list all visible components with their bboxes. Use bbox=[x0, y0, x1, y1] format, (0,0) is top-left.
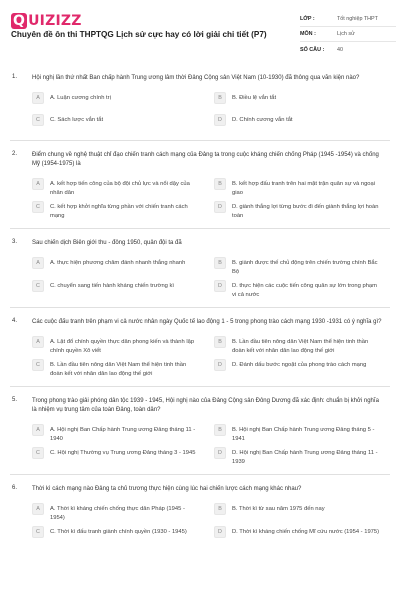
answer-options bbox=[32, 503, 390, 544]
option-letter: D bbox=[214, 201, 226, 213]
option-a[interactable] bbox=[32, 503, 200, 522]
option-letter: C bbox=[32, 114, 44, 126]
quizizz-logo[interactable] bbox=[11, 13, 82, 29]
question-number: 6. bbox=[12, 485, 18, 491]
answer-options bbox=[32, 257, 390, 299]
option-letter: D bbox=[214, 280, 226, 292]
option-text: D. Hội nghị Ban Chấp hành Trung ương Đảng tháng 11 - 1939 bbox=[232, 450, 378, 465]
option-text: A. Hội nghị Ban Chấp hành Trung ương Đảng tháng 11 - 1940 bbox=[50, 427, 196, 442]
question-text: Điểm chung về nghệ thuật chỉ đạo chiến tranh cách mạng của Đảng ta trong cuộc kháng chiến chống Pháp (1945 -1954) và chống Mỹ (1954-1975) là bbox=[32, 152, 379, 167]
option-letter: B bbox=[214, 178, 226, 190]
question-text: Thời kì cách mạng nào Đảng ta chủ trương thực hiện cùng lúc hai chiến lược cách mạng khác nhau? bbox=[32, 486, 302, 492]
option-text: A. thực hiện phương châm đánh nhanh thắng nhanh bbox=[50, 260, 186, 266]
question-number: 1. bbox=[12, 74, 18, 80]
option-letter: B bbox=[214, 92, 226, 104]
option-letter: A bbox=[32, 92, 44, 104]
worksheet-title: Chuyên đề ôn thi THPTQG Lịch sử cực hay có lời giải chi tiết (P7) bbox=[11, 30, 267, 39]
option-letter: A bbox=[32, 424, 44, 436]
question-5 bbox=[0, 397, 400, 466]
option-text: A. Thời kì kháng chiến chống thực dân Pháp (1945 - 1954) bbox=[50, 506, 185, 521]
option-c[interactable] bbox=[32, 526, 200, 544]
question-1 bbox=[0, 74, 400, 132]
worksheet-meta bbox=[300, 12, 396, 57]
option-d[interactable] bbox=[214, 447, 382, 466]
option-c[interactable] bbox=[32, 201, 200, 220]
question-number: 2. bbox=[12, 151, 18, 157]
option-text: D. Thời kì kháng chiến chống Mĩ cứu nước (1954 - 1975) bbox=[232, 529, 380, 535]
option-a[interactable] bbox=[32, 92, 200, 110]
option-text: B. Hội nghị Ban Chấp hành Trung ương Đảng tháng 5 - 1941 bbox=[232, 427, 375, 442]
option-text: D. thực hiện các cuộc tiến công quân sự lớn trong phạm vi cả nước bbox=[232, 283, 377, 298]
option-text: B. kết hợp đấu tranh trên hai mặt trận quân sự và ngoại giao bbox=[232, 181, 376, 196]
question-list bbox=[0, 74, 400, 544]
option-text: A. Luận cương chính trị bbox=[50, 95, 111, 101]
option-b[interactable] bbox=[214, 178, 382, 197]
option-text: C. Thời kì đấu tranh giành chính quyền (1930 - 1945) bbox=[50, 529, 187, 535]
meta-count-value: 40 bbox=[337, 46, 343, 53]
option-text: C. kết hợp khởi nghĩa từng phần với chiến tranh cách mạng bbox=[50, 204, 188, 219]
option-letter: C bbox=[32, 526, 44, 538]
meta-class-value: Tốt nghiệp THPT bbox=[337, 16, 378, 22]
answer-options bbox=[32, 424, 390, 466]
meta-count-label: SỐ CÂU : bbox=[300, 46, 325, 53]
option-text: D. giành thắng lợi từng bước đi đến giành thắng lợi hoàn toàn bbox=[232, 204, 379, 219]
option-c[interactable] bbox=[32, 114, 200, 132]
option-text: B. Lần đầu tiên nông dân Việt Nam thể hiện tinh thần đoàn kết với nhân dân lao động thế giới bbox=[232, 339, 369, 354]
option-text: C. Sách lược vắn tắt bbox=[50, 117, 104, 123]
option-a[interactable] bbox=[32, 336, 200, 355]
option-letter: A bbox=[32, 257, 44, 269]
option-letter: C bbox=[32, 201, 44, 213]
option-text: C. Hội nghị Thường vụ Trung ương Đảng tháng 3 - 1945 bbox=[50, 450, 196, 456]
question-divider bbox=[10, 228, 390, 229]
option-text: B. Điều lệ vắn tắt bbox=[232, 95, 277, 101]
question-divider bbox=[10, 386, 390, 387]
answer-options bbox=[32, 178, 390, 220]
question-text: Sau chiến dịch Biên giới thu - đông 1950, quân đội ta đã bbox=[32, 240, 182, 246]
question-6 bbox=[0, 485, 400, 544]
option-text: D. Đánh dấu bước ngoặt của phong trào cách mạng bbox=[232, 362, 367, 368]
option-text: A. kết hợp tiến công của bộ đội chủ lực và nổi dậy của nhân dân bbox=[50, 181, 190, 196]
option-d[interactable] bbox=[214, 280, 382, 299]
question-number: 5. bbox=[12, 397, 18, 403]
option-letter: B bbox=[214, 503, 226, 515]
option-letter: A bbox=[32, 503, 44, 515]
option-c[interactable] bbox=[32, 359, 200, 378]
option-letter: C bbox=[32, 447, 44, 459]
question-divider bbox=[10, 307, 390, 308]
option-b[interactable] bbox=[214, 92, 382, 110]
option-text: C. chuyển sang tiến hành kháng chiến trường kì bbox=[50, 283, 175, 289]
option-b[interactable] bbox=[214, 424, 382, 443]
question-divider bbox=[10, 140, 390, 141]
question-text: Các cuộc đấu tranh trên phạm vi cả nước nhân ngày Quốc tế lao động 1 - 5 trong phong trào cách mạng 1930 -1931 có ý nghĩa gì? bbox=[32, 319, 382, 325]
option-letter: B bbox=[214, 336, 226, 348]
option-letter: D bbox=[214, 114, 226, 126]
meta-subject-value: Lịch sử bbox=[337, 31, 355, 37]
option-letter: A bbox=[32, 336, 44, 348]
question-2 bbox=[0, 151, 400, 220]
option-letter: D bbox=[214, 526, 226, 538]
option-b[interactable] bbox=[214, 257, 382, 276]
question-text: Trong phong trào giải phóng dân tộc 1939 - 1945, Hội nghị nào của Đảng Cộng sản Đông Dương đã xác định: chuẩn bị khởi nghĩa là nhiệm vụ trung tâm của toàn Đảng, toàn dân? bbox=[32, 398, 379, 413]
option-letter: D bbox=[214, 447, 226, 459]
question-number: 4. bbox=[12, 318, 18, 324]
option-d[interactable] bbox=[214, 114, 382, 132]
question-3 bbox=[0, 239, 400, 299]
answer-options bbox=[32, 336, 390, 378]
option-letter: B bbox=[214, 257, 226, 269]
worksheet-header bbox=[0, 0, 400, 62]
option-c[interactable] bbox=[32, 447, 200, 466]
option-d[interactable] bbox=[214, 201, 382, 220]
meta-class-label: LỚP : bbox=[300, 16, 315, 22]
option-a[interactable] bbox=[32, 424, 200, 443]
option-letter: C bbox=[32, 280, 44, 292]
meta-subject bbox=[300, 27, 396, 42]
meta-count bbox=[300, 42, 396, 57]
option-text: B. giành được thế chủ động trên chiến trường chính Bắc Bộ bbox=[232, 260, 378, 275]
question-text: Hội nghị lần thứ nhất Ban chấp hành Trung ương lâm thời Đảng Cộng sản Việt Nam (10-1930) đã thông qua văn kiện nào? bbox=[32, 75, 360, 81]
logo-text: UIZIZZ bbox=[28, 13, 82, 29]
meta-subject-label: MÔN : bbox=[300, 31, 316, 37]
question-4 bbox=[0, 318, 400, 378]
option-letter: C bbox=[32, 359, 44, 371]
option-c[interactable] bbox=[32, 280, 200, 299]
option-text: B. Lần đầu tiên nông dân Việt Nam thể hiện tinh thần đoàn kết với nhân dân lao động thế giới bbox=[50, 362, 187, 377]
option-d[interactable] bbox=[214, 526, 382, 544]
logo-badge: Q bbox=[13, 13, 26, 29]
option-a[interactable] bbox=[32, 178, 200, 197]
option-text: D. Chính cương vắn tắt bbox=[232, 117, 293, 123]
question-divider bbox=[10, 474, 390, 475]
option-text: A. Lật đổ chính quyền thực dân phong kiến và thành lập chính quyền Xô viết bbox=[50, 339, 195, 354]
option-d[interactable] bbox=[214, 359, 382, 378]
option-text: B. Thời kì từ sau năm 1975 đến nay bbox=[232, 506, 325, 512]
option-letter: B bbox=[214, 424, 226, 436]
option-a[interactable] bbox=[32, 257, 200, 276]
question-number: 3. bbox=[12, 239, 18, 245]
answer-options bbox=[32, 92, 390, 132]
option-b[interactable] bbox=[214, 336, 382, 355]
option-letter: A bbox=[32, 178, 44, 190]
meta-class bbox=[300, 12, 396, 27]
option-letter: D bbox=[214, 359, 226, 371]
option-b[interactable] bbox=[214, 503, 382, 522]
